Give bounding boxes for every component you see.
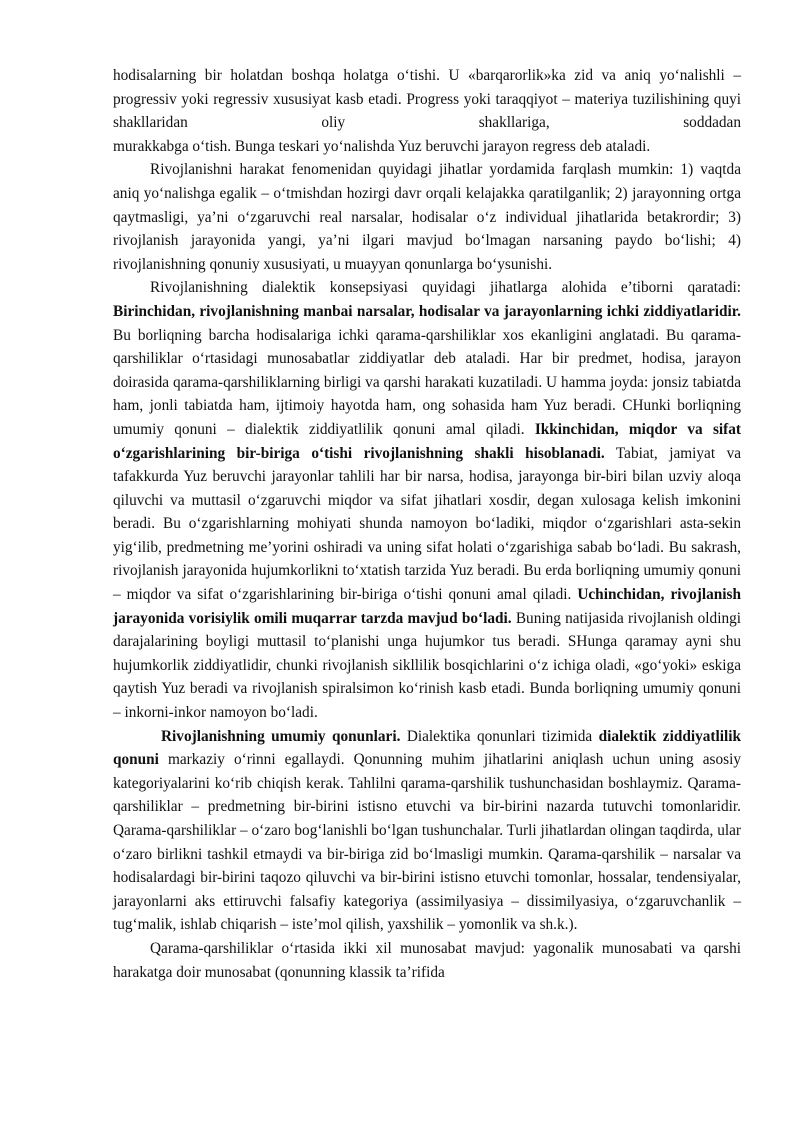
text-run: Rivojlanishning dialektik konsepsiyasi quyidagi jihatlarga alohida e’tiborni qaratadi: (150, 279, 741, 297)
bold-second-point: Ikkinchidan, miqdor va sifat o‘zgarishlarining bir-biriga o‘tishi rivojlanishning shakli hisoblanadi. (113, 420, 741, 462)
text-run: Dialektika qonunlari tizimida (400, 727, 599, 745)
paragraph-general-laws (113, 725, 741, 937)
text-run: Bu borliqning barcha hodisalariga ichki qarama-qarshiliklar xos ekanligini anglatadi. Bu qarama-qarshiliklar o‘rtasidagi munosabatlar ziddiyatlar deb ataladi. Har bir predmet, hodisa, jarayon doirasida qarama-qarshiliklarning birligi va qarshi harakati kuzatiladi. U hamma joyda: jonsiz tabiatda ham, jonli tabiatda ham, ijtimoiy hayotda ham, ong sohasida ham Yuz beradi. CHunki borliqning umumiy qonuni – dialektik ziddiyatlilik qonuni amal qiladi. (113, 326, 741, 438)
paragraph-intro-part2: murakkabga o‘tish. Bunga teskari yo‘nalishda Yuz beruvchi jarayon regress deb ataladi. (113, 137, 651, 155)
bold-first-point: Birinchidan, rivojlanishning manbai narsalar, hodisalar va jarayonlarning ichki ziddiyatlaridir. (113, 302, 741, 320)
bold-law-name: dialektik ziddiyatlilik qonuni (113, 727, 741, 769)
paragraph-dialectic-concept (113, 276, 741, 724)
text-run: Buning natijasida rivojlanish oldingi darajalarining boyligi muttasil to‘planishi unga hujumkor tus beradi. SHunga qaramay ayni shu hujumkorlik ziddiyatlidir, chunki rivojlanish sikllilik bosqichlarini o‘z ichiga oladi, «go‘yoki» eskiga qaytish Yuz beradi va rivojlanish spiralsimon ko‘rinish kasb etadi. Bunda borliqning umumiy qonuni – inkorni-inkor namoyon bo‘ladi. (113, 609, 741, 722)
paragraph-development-aspects: Rivojlanishni harakat fenomenidan quyidagi jihatlar yordamida farqlash mumkin: 1) vaqtda aniq yo‘nalishga egalik – o‘tmishdan hozirgi davr orqali kelajakka qaratilganlik; 2) jarayonning ortga qaytmasligi, ya’ni o‘zgaruvchi real narsalar, hodisalar o‘z individual jihatlarida betakrordir; 3) rivojlanish jarayonida yangi, ya’ni ilgari mavjud bo‘lmagan narsaning paydo bo‘lishi; 4) rivojlanishning qonuniy xususiyati, u muayyan qonunlarga bo‘ysunishi. (113, 161, 741, 273)
text-run: Tabiat, jamiyat va tafakkurda Yuz beruvchi jarayonlar tahlili har bir narsa, hodisa, jarayonga bir-biri bilan uzviy aloqa qiluvchi va muttasil o‘zgaruvchi miqdor va sifat jihatlari xosdir, degan xulosaga kelish imkonini beradi. Bu o‘zgarishlarning mohiyati shunda namoyon bo‘ladiki, miqdor o‘zgarishlari asta-sekin yig‘ilib, predmetning me’yorini oshiradi va uning sifat holati o‘zgarishiga sabab bo‘ladi. Bu sakrash, rivojlanish jarayonida hujumkorlikni to‘xtatish tarzida Yuz beradi. Bu erda borliqning umumiy qonuni – miqdor va sifat o‘zgarishlarining bir-biriga o‘tishi qonuni amal qiladi. (113, 444, 742, 604)
bold-third-point: Uchinchidan, rivojlanish jarayonida vorisiylik omili muqarrar tarzda mavjud bo‘ladi. (113, 586, 742, 627)
text-run: markaziy o‘rinni egallaydi. Qonunning muhim jihatlarini aniqlash uchun uning asosiy kategoriyalarini ko‘rib chiqish kerak. Tahlilni qarama-qarshilik tushunchasidan boshlaymiz. Qarama-qarshiliklar – predmetning bir-birini istisno etuvchi va bir-birini nazarda tutuvchi tomonlaridir. Qarama-qarshiliklar – o‘zaro bog‘lanishli bo‘lgan tushunchalar. Turli jihatlardan olingan taqdirda, ular o‘zaro birlikni tashkil etmaydi va bir-biriga zid bo‘lmasligi mumkin. Qarama-qarshilik – narsalar va hodisalardagi bir-birini taqozo qiluvchi va bir-birini istisno etuvchi tomonlar, hossalar, tendensiyalar, jarayonlarni aks ettiruvchi falsafiy kategoriya (assimilyasiya – dissimilyasiya, o‘zgaruvchanlik – tug‘malik, ishlab chiqarish – iste’mol qilish, yaxshilik – yomonlik va sh.k.). (113, 751, 741, 934)
paragraph-opposites-relations: Qarama-qarshiliklar o‘rtasida ikki xil munosabat mavjud: yagonalik munosabati va qarshi harakatga doir munosabat (qonunning klassik ta’rifida (113, 939, 741, 981)
document-page (113, 64, 741, 984)
bold-section-heading: Rivojlanishning umumiy qonunlari. (161, 727, 401, 745)
paragraph-intro-part1: hodisalarning bir holatdan boshqa holatga o‘tishi. U «barqarorlik»ka zid va aniq yo‘nalishli – progressiv yoki regressiv xususiyat kasb etadi. Progress yoki taraqqiyot – materiya tuzilishining quyi shakllaridan oliy shakllariga, soddadan (113, 67, 741, 132)
